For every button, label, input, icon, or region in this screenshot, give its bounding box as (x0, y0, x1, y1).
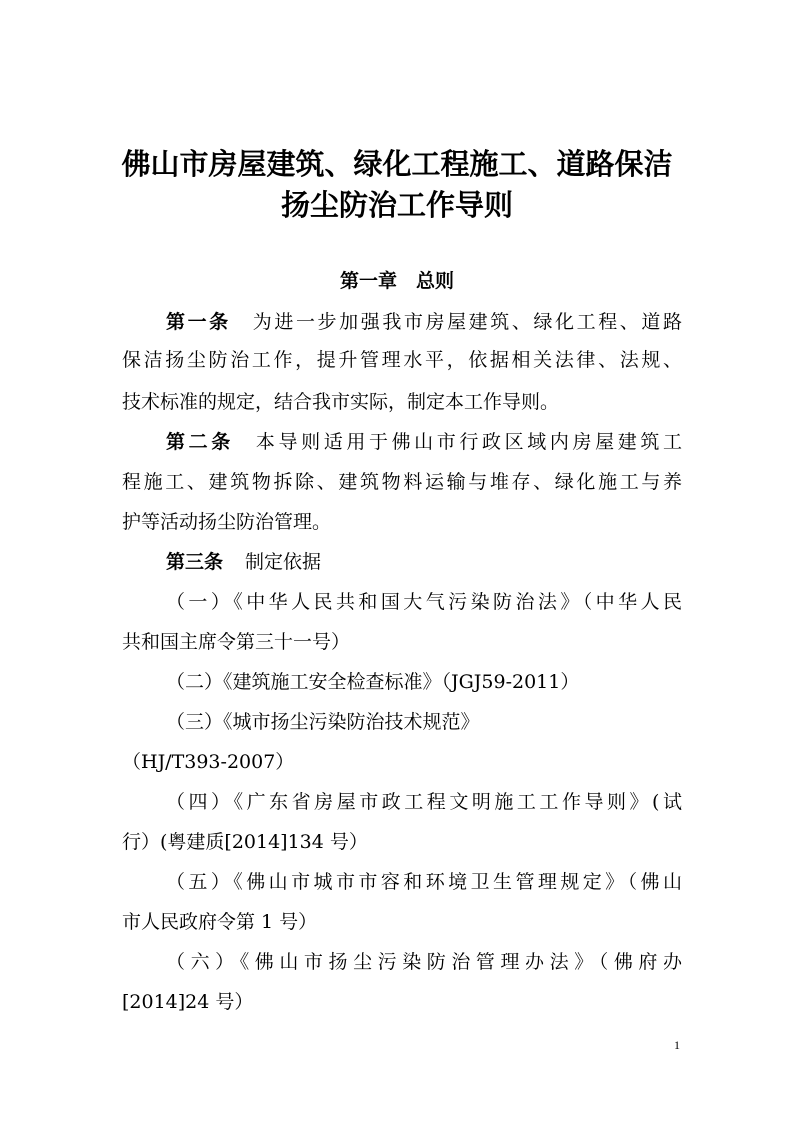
basis-6-line-2: [2014]24 号） (122, 991, 254, 1013)
article-2-line-3: 护等活动扬尘防治管理。 (122, 511, 332, 533)
article-2-text: 本导则适用于佛山市行政区域内房屋建筑工 (255, 431, 682, 453)
article-1-text: 为进一步加强我市房屋建筑、绿化工程、道路 (252, 311, 682, 333)
basis-2-line: （二）《建筑施工安全检查标准》（JGJ59-2011） (166, 671, 580, 693)
article-2-line-1 (166, 428, 682, 456)
page-number: 1 (674, 1038, 680, 1052)
basis-4-line-2: 行）(粤建质[2014]134 号） (122, 831, 368, 853)
document-title-line-1: 佛山市房屋建筑、绿化工程施工、道路保洁 (121, 147, 673, 181)
basis-1-line-2: 共和国主席令第三十一号） (122, 631, 351, 653)
article-1-line-3: 技术标准的规定，结合我市实际，制定本工作导则。 (122, 391, 560, 413)
basis-1-line-1: （一）《中华人民共和国大气污染防治法》（中华人民 (166, 591, 682, 613)
article-1-line-1 (166, 308, 682, 336)
basis-5-line-2: 市人民政府令第 1 号） (122, 911, 318, 933)
article-2-label: 第二条 (166, 431, 234, 453)
article-3-line-1 (166, 548, 682, 576)
article-3-label: 第三条 (166, 551, 224, 573)
basis-4-line-1: （四）《广东省房屋市政工程文明施工工作导则》(试 (166, 791, 682, 813)
article-3-text: 制定依据 (245, 551, 322, 573)
article-2-line-2: 程施工、建筑物拆除、建筑物料运输与堆存、绿化施工与养 (122, 471, 682, 493)
article-1-label: 第一条 (166, 311, 231, 333)
basis-5-line-1: （五）《佛山市城市市容和环境卫生管理规定》（佛山 (166, 871, 682, 893)
basis-3-line-2: （HJ/T393-2007） (122, 751, 295, 773)
basis-6-line-1: （六）《佛山市扬尘污染防治管理办法》（佛府办 (166, 951, 682, 973)
basis-3-line-1: （三）《城市扬尘污染防治技术规范》 (166, 711, 480, 733)
chapter-heading: 第一章 总则 (339, 270, 454, 292)
document-title-line-2: 扬尘防治工作导则 (280, 188, 513, 222)
article-1-line-2: 保洁扬尘防治工作，提升管理水平，依据相关法律、法规、 (122, 349, 682, 371)
